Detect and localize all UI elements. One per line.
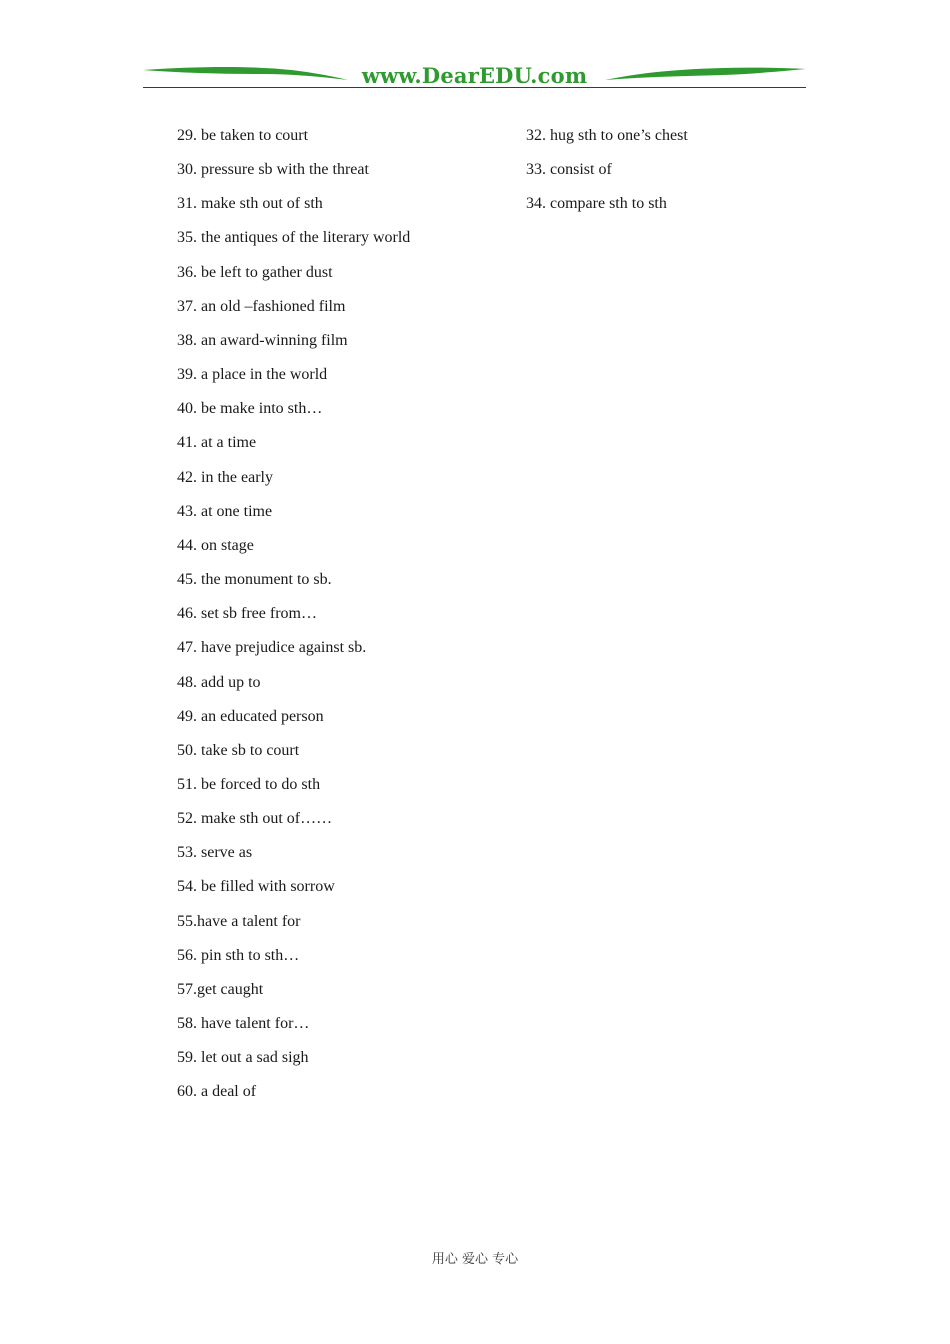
phrase-item: 57.get caught [177, 980, 264, 998]
phrase-item: 33. consist of [526, 161, 612, 179]
phrase-item: 40. be make into sth… [177, 400, 323, 418]
phrase-item: 30. pressure sb with the threat [177, 161, 369, 179]
phrase-item: 54. be filled with sorrow [177, 878, 335, 896]
phrase-item: 49. an educated person [177, 707, 324, 725]
phrase-item: 48. add up to [177, 673, 261, 691]
phrase-item: 37. an old –fashioned film [177, 297, 346, 315]
phrase-item: 34. compare sth to sth [526, 195, 667, 213]
header-divider [143, 87, 806, 88]
phrase-list-right [526, 126, 688, 228]
phrase-item: 46. set sb free from… [177, 605, 317, 623]
phrase-item: 59. let out a sad sigh [177, 1049, 309, 1067]
phrase-item: 60. a deal of [177, 1083, 257, 1101]
phrase-item: 29. be taken to court [177, 127, 309, 144]
phrase-item: 39. a place in the world [177, 366, 328, 384]
phrase-item: 52. make sth out of…… [177, 810, 333, 828]
page-footer: 用心 爱心 专心 [431, 1252, 519, 1267]
phrase-item: 55.have a talent for [177, 912, 301, 930]
phrase-item: 43. at one time [177, 502, 273, 520]
site-logo-text[interactable]: www.DearEDU.com [361, 63, 588, 88]
phrase-item: 47. have prejudice against sb. [177, 639, 367, 657]
phrase-item: 56. pin sth to sth… [177, 946, 300, 964]
phrase-item: 45. the monument to sb. [177, 571, 332, 589]
phrase-item: 51. be forced to do sth [177, 775, 321, 793]
phrase-item: 42. in the early [177, 468, 273, 486]
phrase-list-left [177, 126, 410, 1117]
site-header-banner [143, 62, 806, 90]
phrase-item: 31. make sth out of sth [177, 195, 323, 213]
phrase-item: 32. hug sth to one’s chest [526, 127, 688, 144]
phrase-item: 41. at a time [177, 434, 257, 452]
phrase-item: 36. be left to gather dust [177, 263, 333, 281]
phrase-item: 53. serve as [177, 844, 253, 862]
phrase-item: 58. have talent for… [177, 1015, 310, 1033]
phrase-item: 38. an award-winning film [177, 331, 348, 349]
phrase-item: 44. on stage [177, 536, 254, 554]
phrase-item: 50. take sb to court [177, 741, 300, 759]
phrase-item: 35. the antiques of the literary world [177, 229, 411, 247]
